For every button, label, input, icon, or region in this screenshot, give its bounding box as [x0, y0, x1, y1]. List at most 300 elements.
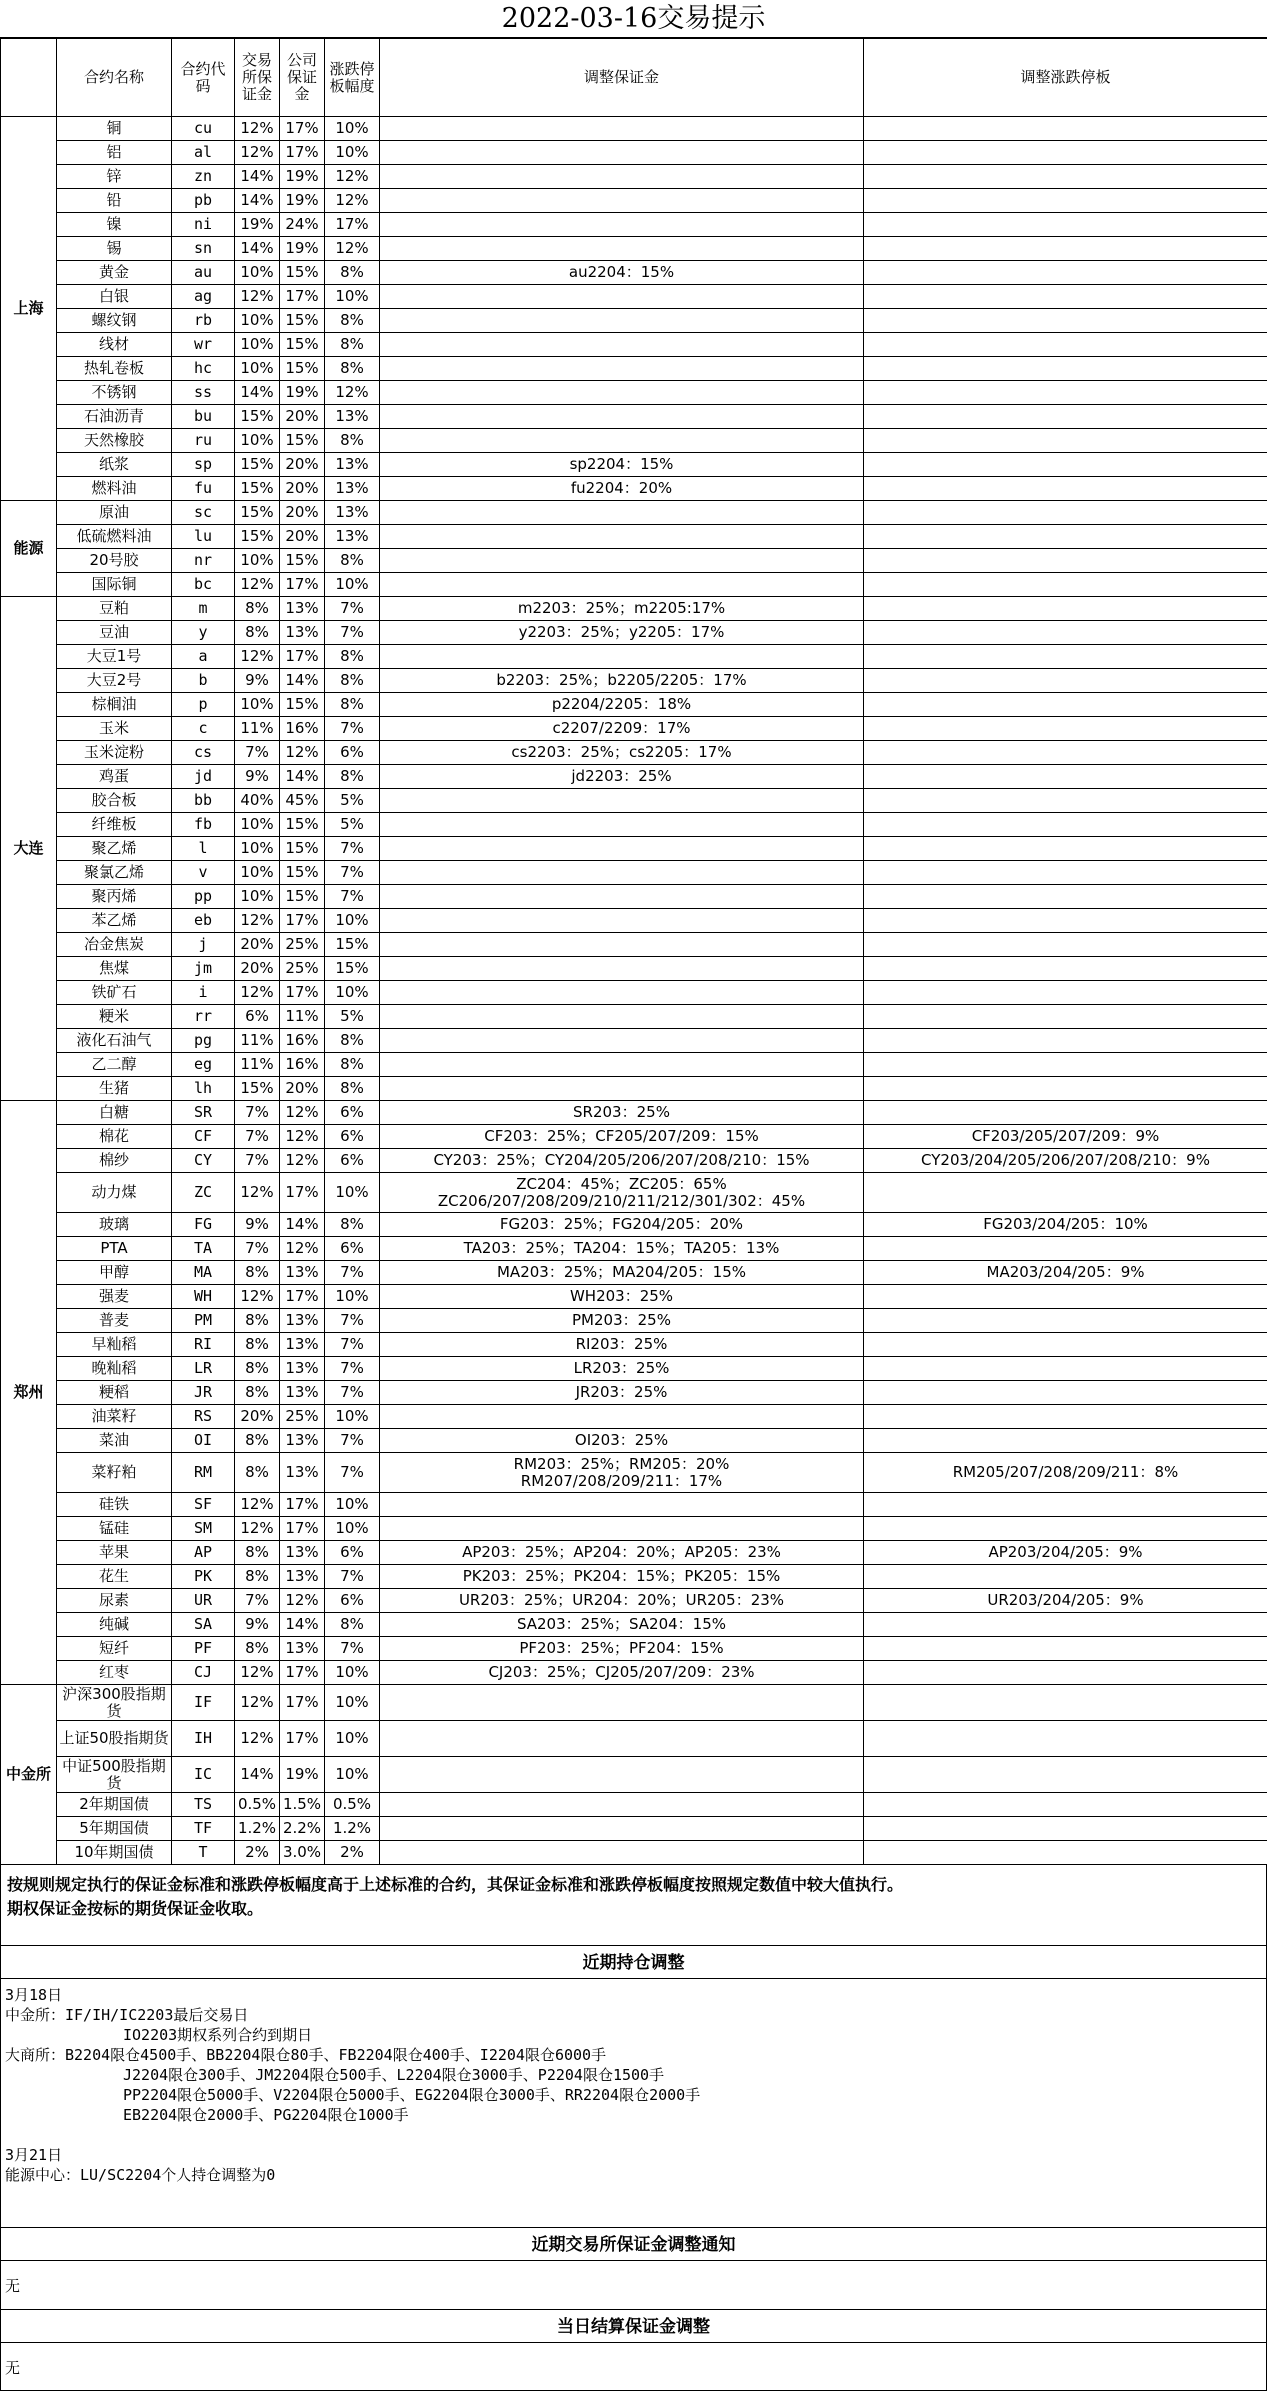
contract-code-cell: RI [172, 1333, 235, 1357]
company-margin-cell: 16% [280, 1029, 325, 1053]
company-margin-cell: 13% [280, 621, 325, 645]
exchange-margin-cell: 7% [235, 741, 280, 765]
adjust-margin-cell [380, 981, 864, 1005]
contract-code-cell: m [172, 597, 235, 621]
limit-cell: 7% [325, 1429, 380, 1453]
contract-name-cell: 玉米淀粉 [57, 741, 172, 765]
exchange-cell: 中金所 [1, 1685, 57, 1865]
contract-name-cell: 原油 [57, 501, 172, 525]
company-margin-cell: 24% [280, 213, 325, 237]
company-margin-cell: 17% [280, 1173, 325, 1213]
limit-cell: 10% [325, 1685, 380, 1721]
contract-code-cell: bc [172, 573, 235, 597]
table-row [1, 1637, 1267, 1661]
contract-code-cell: pb [172, 189, 235, 213]
table-row [1, 669, 1267, 693]
exchange-margin-cell: 7% [235, 1125, 280, 1149]
adjust-limit-cell [864, 405, 1267, 429]
exchange-margin-cell: 20% [235, 957, 280, 981]
table-row [1, 1589, 1267, 1613]
company-margin-cell: 17% [280, 117, 325, 141]
table-row [1, 261, 1267, 285]
table-row [1, 285, 1267, 309]
contract-code-cell: FG [172, 1213, 235, 1237]
adjust-limit-cell [864, 213, 1267, 237]
limit-cell: 8% [325, 669, 380, 693]
adjust-limit-cell [864, 549, 1267, 573]
contract-code-cell: TA [172, 1237, 235, 1261]
adjust-margin-cell [380, 189, 864, 213]
table-row [1, 453, 1267, 477]
limit-cell: 7% [325, 1333, 380, 1357]
table-row [1, 837, 1267, 861]
adjust-margin-cell [380, 573, 864, 597]
contract-name-cell: 花生 [57, 1565, 172, 1589]
company-margin-cell: 15% [280, 309, 325, 333]
adjust-margin-cell [380, 429, 864, 453]
exchange-margin-cell: 12% [235, 1517, 280, 1541]
contract-code-cell: cu [172, 117, 235, 141]
adjust-margin-cell [380, 285, 864, 309]
table-row [1, 1493, 1267, 1517]
contract-name-cell: 中证500股指期货 [57, 1757, 172, 1793]
adjust-margin-cell: PK203：25%；PK204：15%；PK205：15% [380, 1565, 864, 1589]
contract-code-cell: pp [172, 885, 235, 909]
limit-cell: 10% [325, 285, 380, 309]
adjust-limit-cell [864, 165, 1267, 189]
table-row [1, 1817, 1267, 1841]
adjust-limit-cell [864, 1637, 1267, 1661]
adjust-limit-cell [864, 1721, 1267, 1757]
adjust-limit-cell: MA203/204/205：9% [864, 1261, 1267, 1285]
adjust-limit-cell [864, 837, 1267, 861]
contract-name-cell: 焦煤 [57, 957, 172, 981]
contract-code-cell: fu [172, 477, 235, 501]
exchange-margin-cell: 14% [235, 165, 280, 189]
table-row [1, 213, 1267, 237]
contract-name-cell: 乙二醇 [57, 1053, 172, 1077]
adjust-limit-cell [864, 645, 1267, 669]
exchange-cell: 能源 [1, 501, 57, 597]
company-margin-cell: 13% [280, 1309, 325, 1333]
exchange-margin-cell: 10% [235, 357, 280, 381]
table-row [1, 741, 1267, 765]
contract-name-cell: 5年期国债 [57, 1817, 172, 1841]
exchange-margin-cell: 7% [235, 1237, 280, 1261]
company-margin-cell: 19% [280, 1757, 325, 1793]
table-row [1, 1125, 1267, 1149]
adjust-margin-cell: m2203：25%；m2205:17% [380, 597, 864, 621]
table-row [1, 1213, 1267, 1237]
exchange-margin-cell: 8% [235, 597, 280, 621]
table-row [1, 1453, 1267, 1493]
exchange-margin-cell: 14% [235, 1757, 280, 1793]
adjust-margin-cell [380, 549, 864, 573]
contract-code-cell: y [172, 621, 235, 645]
adjust-limit-cell [864, 573, 1267, 597]
adjust-margin-cell [380, 789, 864, 813]
company-margin-cell: 16% [280, 717, 325, 741]
limit-cell: 6% [325, 1149, 380, 1173]
company-margin-cell: 12% [280, 1125, 325, 1149]
adjust-limit-cell [864, 981, 1267, 1005]
table-row [1, 1005, 1267, 1029]
adjust-margin-cell: PM203：25% [380, 1309, 864, 1333]
adjust-limit-cell [864, 717, 1267, 741]
company-margin-cell: 19% [280, 381, 325, 405]
company-margin-cell: 14% [280, 1613, 325, 1637]
company-margin-cell: 15% [280, 261, 325, 285]
company-margin-cell: 14% [280, 669, 325, 693]
limit-cell: 8% [325, 429, 380, 453]
table-row [1, 933, 1267, 957]
adjust-margin-cell [380, 1721, 864, 1757]
contract-name-cell: 低硫燃料油 [57, 525, 172, 549]
company-margin-cell: 13% [280, 1541, 325, 1565]
table-header-row [1, 39, 1267, 117]
table-row [1, 1237, 1267, 1261]
contract-code-cell: ag [172, 285, 235, 309]
table-row [1, 117, 1267, 141]
adjust-limit-cell [864, 1309, 1267, 1333]
limit-cell: 15% [325, 933, 380, 957]
contract-name-cell: 菜油 [57, 1429, 172, 1453]
adjust-margin-cell: AP203：25%；AP204：20%；AP205：23% [380, 1541, 864, 1565]
adjust-limit-cell [864, 1565, 1267, 1589]
contract-name-cell: 红枣 [57, 1661, 172, 1685]
adjust-limit-cell [864, 765, 1267, 789]
company-margin-cell: 11% [280, 1005, 325, 1029]
table-row [1, 1077, 1267, 1101]
exchange-margin-cell: 2% [235, 1841, 280, 1865]
contract-code-cell: SA [172, 1613, 235, 1637]
limit-cell: 8% [325, 1613, 380, 1637]
exchange-margin-cell: 1.2% [235, 1817, 280, 1841]
contract-code-cell: AP [172, 1541, 235, 1565]
limit-cell: 10% [325, 1661, 380, 1685]
adjust-margin-cell [380, 1517, 864, 1541]
company-margin-cell: 12% [280, 741, 325, 765]
adjust-margin-cell [380, 381, 864, 405]
company-margin-cell: 25% [280, 1405, 325, 1429]
company-margin-cell: 15% [280, 813, 325, 837]
adjust-margin-line: ZC206/207/208/209/210/211/212/301/302：45% [382, 1193, 861, 1210]
adjust-limit-cell [864, 1405, 1267, 1429]
company-margin-cell: 15% [280, 333, 325, 357]
limit-cell: 10% [325, 1721, 380, 1757]
limit-cell: 8% [325, 693, 380, 717]
adjust-margin-cell: y2203：25%；y2205：17% [380, 621, 864, 645]
contract-name-cell: 冶金焦炭 [57, 933, 172, 957]
exchange-margin-cell: 9% [235, 1213, 280, 1237]
contract-code-cell: b [172, 669, 235, 693]
exchange-margin-cell: 6% [235, 1005, 280, 1029]
contract-code-cell: fb [172, 813, 235, 837]
table-row [1, 1613, 1267, 1637]
limit-cell: 8% [325, 645, 380, 669]
adjust-margin-cell [380, 165, 864, 189]
table-row [1, 549, 1267, 573]
adjust-margin-cell [380, 237, 864, 261]
table-row [1, 1053, 1267, 1077]
limit-cell: 10% [325, 981, 380, 1005]
contract-name-cell: 棉花 [57, 1125, 172, 1149]
contract-name-cell: 玉米 [57, 717, 172, 741]
contract-name-cell: 20号胶 [57, 549, 172, 573]
position-content [0, 1979, 1267, 2227]
limit-cell: 6% [325, 1101, 380, 1125]
adjust-margin-cell [380, 1685, 864, 1721]
exchange-margin-cell: 11% [235, 717, 280, 741]
company-margin-cell: 15% [280, 693, 325, 717]
adjust-margin-cell: SA203：25%；SA204：15% [380, 1613, 864, 1637]
adjust-margin-cell [380, 909, 864, 933]
adjust-limit-cell [864, 1101, 1267, 1125]
adjust-margin-cell: b2203：25%；b2205/2205：17% [380, 669, 864, 693]
adjust-limit-cell [864, 141, 1267, 165]
exchange-margin-cell: 19% [235, 213, 280, 237]
contract-name-cell: 纸浆 [57, 453, 172, 477]
exchange-margin-cell: 12% [235, 1685, 280, 1721]
exchange-cell: 大连 [1, 597, 57, 1101]
exchange-margin-cell: 12% [235, 1721, 280, 1757]
adjust-margin-cell [380, 813, 864, 837]
exchange-margin-cell: 8% [235, 1453, 280, 1493]
table-row [1, 1841, 1267, 1865]
contract-name-cell: 晚籼稻 [57, 1357, 172, 1381]
contract-name-cell: 2年期国债 [57, 1793, 172, 1817]
contract-code-cell: c [172, 717, 235, 741]
contract-code-cell: TF [172, 1817, 235, 1841]
contract-code-cell: CY [172, 1149, 235, 1173]
adjust-margin-cell [380, 213, 864, 237]
contract-code-cell: cs [172, 741, 235, 765]
table-row [1, 525, 1267, 549]
table-row [1, 981, 1267, 1005]
exchange-margin-cell: 10% [235, 885, 280, 909]
table-body [1, 117, 1267, 1865]
rules-note-line1: 按规则规定执行的保证金标准和涨跌停板幅度高于上述标准的合约，其保证金标准和涨跌停板幅度按照规定数值中较大值执行。 [7, 1873, 1260, 1897]
contract-name-cell: 液化石油气 [57, 1029, 172, 1053]
exchange-margin-cell: 8% [235, 1541, 280, 1565]
position-ine: 能源中心：LU/SC2204个人持仓调整为0 [5, 2165, 1262, 2185]
contract-name-cell: 强麦 [57, 1285, 172, 1309]
contract-name-cell: 甲醇 [57, 1261, 172, 1285]
limit-cell: 13% [325, 477, 380, 501]
adjust-limit-cell: AP203/204/205：9% [864, 1541, 1267, 1565]
limit-cell: 10% [325, 117, 380, 141]
contract-name-cell: 苯乙烯 [57, 909, 172, 933]
contract-name-cell: 棕榈油 [57, 693, 172, 717]
contract-code-cell: SM [172, 1517, 235, 1541]
limit-cell: 8% [325, 333, 380, 357]
contract-name-cell: 锡 [57, 237, 172, 261]
contract-code-cell: IH [172, 1721, 235, 1757]
limit-cell: 2% [325, 1841, 380, 1865]
adjust-margin-cell [380, 1817, 864, 1841]
exchange-margin-cell: 12% [235, 141, 280, 165]
contract-code-cell: MA [172, 1261, 235, 1285]
table-row [1, 141, 1267, 165]
contract-code-cell: eg [172, 1053, 235, 1077]
table-row [1, 1309, 1267, 1333]
adjust-margin-cell [380, 933, 864, 957]
adjust-margin-cell [380, 1173, 864, 1213]
limit-cell: 6% [325, 1589, 380, 1613]
contract-name-cell: 豆油 [57, 621, 172, 645]
table-row [1, 957, 1267, 981]
exchange-margin-cell: 15% [235, 501, 280, 525]
limit-cell: 12% [325, 165, 380, 189]
contract-code-cell: T [172, 1841, 235, 1865]
adjust-margin-cell [380, 837, 864, 861]
contract-name-cell: 不锈钢 [57, 381, 172, 405]
company-margin-cell: 15% [280, 357, 325, 381]
header-exchange [1, 39, 57, 117]
adjust-limit-cell [864, 1357, 1267, 1381]
adjust-limit-cell [864, 501, 1267, 525]
limit-cell: 7% [325, 1637, 380, 1661]
limit-cell: 7% [325, 1453, 380, 1493]
company-margin-cell: 19% [280, 189, 325, 213]
adjust-margin-cell: WH203：25% [380, 1285, 864, 1309]
contract-code-cell: CF [172, 1125, 235, 1149]
adjust-limit-cell [864, 309, 1267, 333]
table-row [1, 1173, 1267, 1213]
adjust-margin-cell: p2204/2205：18% [380, 693, 864, 717]
exchange-margin-cell: 14% [235, 381, 280, 405]
adjust-limit-cell [864, 381, 1267, 405]
adjust-limit-cell [864, 693, 1267, 717]
limit-cell: 10% [325, 141, 380, 165]
position-dce-3: PP2204限仓5000手、V2204限仓5000手、EG2204限仓3000手、RR2204限仓2000手 [5, 2085, 1262, 2105]
adjust-limit-cell [864, 285, 1267, 309]
limit-cell: 10% [325, 1173, 380, 1213]
adjust-margin-line: ZC204：45%；ZC205：65% [382, 1176, 861, 1193]
limit-cell: 7% [325, 1309, 380, 1333]
contract-code-cell: CJ [172, 1661, 235, 1685]
adjust-margin-cell [380, 1841, 864, 1865]
exchange-margin-cell: 11% [235, 1053, 280, 1077]
adjust-margin-cell: UR203：25%；UR204：20%；UR205：23% [380, 1589, 864, 1613]
adjust-limit-cell [864, 909, 1267, 933]
table-row [1, 357, 1267, 381]
exchange-margin-cell: 9% [235, 1613, 280, 1637]
limit-cell: 5% [325, 1005, 380, 1029]
exchange-margin-cell: 12% [235, 909, 280, 933]
exchange-margin-cell: 10% [235, 333, 280, 357]
rules-note [0, 1865, 1267, 1945]
adjust-limit-cell [864, 1381, 1267, 1405]
adjust-margin-cell [380, 1493, 864, 1517]
contract-name-cell: 锌 [57, 165, 172, 189]
exchange-margin-cell: 12% [235, 285, 280, 309]
contract-code-cell: OI [172, 1429, 235, 1453]
company-margin-cell: 17% [280, 1285, 325, 1309]
adjust-margin-cell [380, 1029, 864, 1053]
adjust-limit-cell [864, 933, 1267, 957]
table-row [1, 1793, 1267, 1817]
table-row [1, 333, 1267, 357]
contract-name-cell: 沪深300股指期货 [57, 1685, 172, 1721]
company-margin-cell: 13% [280, 1333, 325, 1357]
contract-code-cell: TS [172, 1793, 235, 1817]
contract-code-cell: jm [172, 957, 235, 981]
position-dce-2: J2204限仓300手、JM2204限仓500手、L2204限仓3000手、P2204限仓1500手 [5, 2065, 1262, 2085]
company-margin-cell: 25% [280, 933, 325, 957]
limit-cell: 10% [325, 1493, 380, 1517]
company-margin-cell: 13% [280, 1357, 325, 1381]
contract-code-cell: sp [172, 453, 235, 477]
contract-name-cell: 生猪 [57, 1077, 172, 1101]
contract-code-cell: ru [172, 429, 235, 453]
contract-code-cell: WH [172, 1285, 235, 1309]
limit-cell: 7% [325, 1357, 380, 1381]
exchange-margin-cell: 8% [235, 1333, 280, 1357]
contract-name-cell: 聚丙烯 [57, 885, 172, 909]
exchange-cell: 郑州 [1, 1101, 57, 1685]
limit-cell: 1.2% [325, 1817, 380, 1841]
company-margin-cell: 15% [280, 429, 325, 453]
exchange-margin-cell: 11% [235, 1029, 280, 1053]
contract-name-cell: 10年期国债 [57, 1841, 172, 1865]
adjust-margin-cell: sp2204：15% [380, 453, 864, 477]
adjust-margin-cell: OI203：25% [380, 1429, 864, 1453]
table-row [1, 1381, 1267, 1405]
contract-code-cell: JR [172, 1381, 235, 1405]
exchange-margin-cell: 15% [235, 477, 280, 501]
contract-code-cell: p [172, 693, 235, 717]
table-row [1, 381, 1267, 405]
contract-code-cell: hc [172, 357, 235, 381]
company-margin-cell: 13% [280, 597, 325, 621]
exchange-margin-cell: 12% [235, 573, 280, 597]
rules-note-line2: 期权保证金按标的期货保证金收取。 [7, 1897, 1260, 1921]
limit-cell: 5% [325, 789, 380, 813]
limit-cell: 7% [325, 1565, 380, 1589]
adjust-limit-cell: RM205/207/208/209/211：8% [864, 1453, 1267, 1493]
contract-name-cell: 纯碱 [57, 1613, 172, 1637]
contract-code-cell: au [172, 261, 235, 285]
limit-cell: 6% [325, 1541, 380, 1565]
adjust-limit-cell [864, 741, 1267, 765]
exchange-margin-cell: 12% [235, 117, 280, 141]
contract-name-cell: 粳稻 [57, 1381, 172, 1405]
adjust-limit-cell [864, 1841, 1267, 1865]
contract-code-cell: ni [172, 213, 235, 237]
adjust-limit-cell [864, 261, 1267, 285]
limit-cell: 13% [325, 501, 380, 525]
company-margin-cell: 25% [280, 957, 325, 981]
adjust-margin-cell [380, 1453, 864, 1493]
table-row [1, 1101, 1267, 1125]
position-date-2: 3月21日 [5, 2145, 1262, 2165]
table-row [1, 1357, 1267, 1381]
limit-cell: 6% [325, 741, 380, 765]
adjust-limit-cell [864, 1053, 1267, 1077]
adjust-margin-cell [380, 141, 864, 165]
limit-cell: 13% [325, 525, 380, 549]
exchange-margin-cell: 14% [235, 237, 280, 261]
contract-name-cell: 石油沥青 [57, 405, 172, 429]
adjust-limit-cell [864, 1333, 1267, 1357]
exchange-margin-cell: 15% [235, 525, 280, 549]
table-row [1, 1149, 1267, 1173]
adjust-margin-cell [380, 501, 864, 525]
adjust-limit-cell [864, 957, 1267, 981]
company-margin-cell: 17% [280, 1493, 325, 1517]
company-margin-cell: 17% [280, 285, 325, 309]
